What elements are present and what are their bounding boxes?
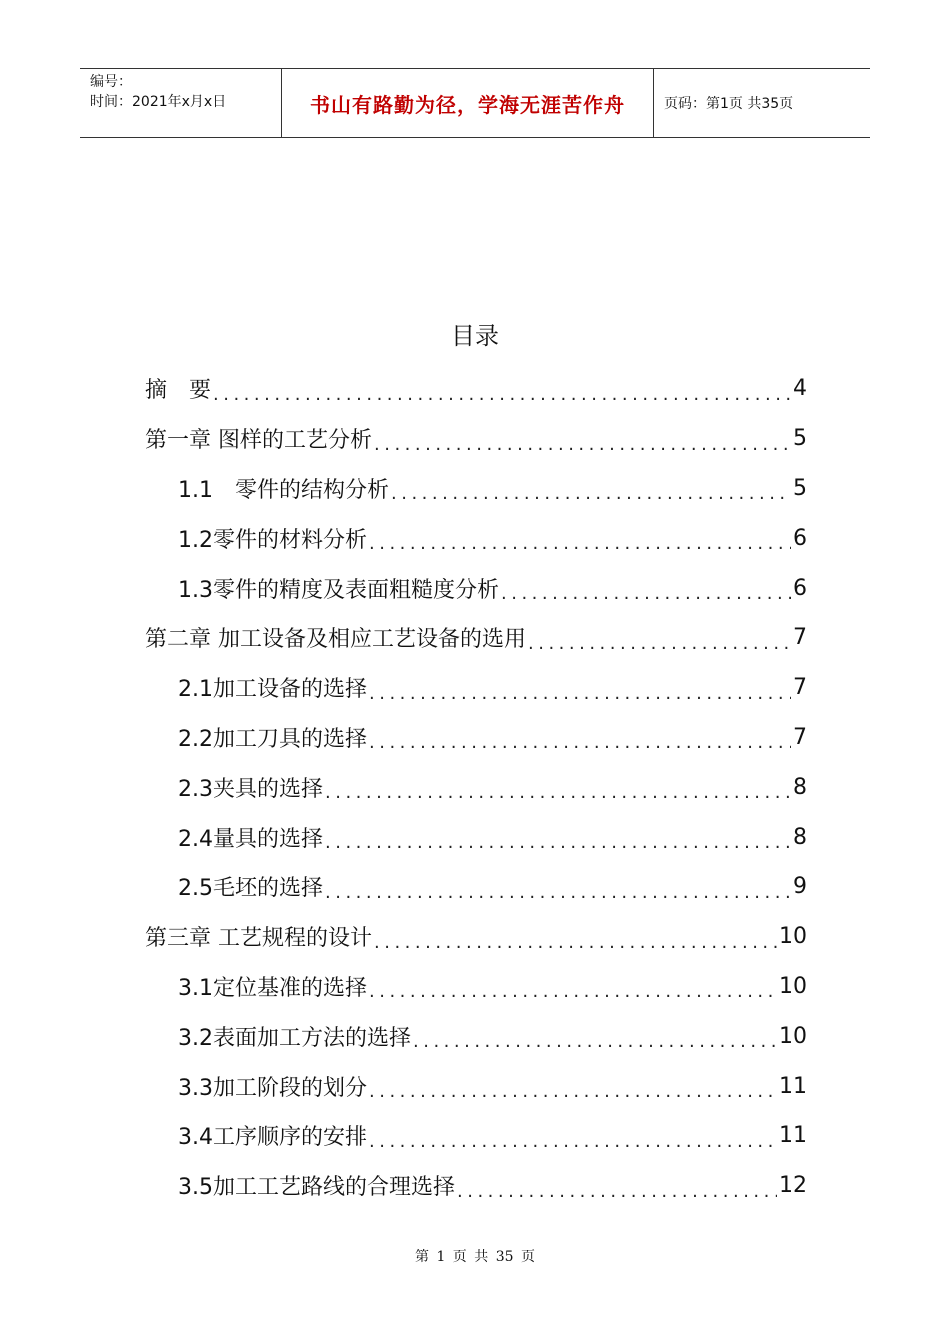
toc-entry-page: 10 <box>779 973 807 999</box>
toc-entry-page: 7 <box>793 675 807 701</box>
toc-entry-label: 1.3零件的精度及表面粗糙度分析 <box>178 577 499 603</box>
toc-entry-page: 9 <box>793 874 807 900</box>
toc-leader-dots <box>374 438 791 464</box>
toc-entry-label: 1.1 零件的结构分析 <box>178 477 389 503</box>
toc-entry[interactable] <box>145 1111 807 1161</box>
toc-entry[interactable] <box>145 862 807 912</box>
toc-entry-page: 5 <box>793 475 807 501</box>
toc-entry[interactable] <box>145 812 807 862</box>
toc-entry-label: 2.4量具的选择 <box>178 826 323 852</box>
toc-entry-page: 5 <box>793 426 807 452</box>
header-motto: 书山有路勤为径，学海无涯苦作舟 <box>282 69 654 137</box>
toc-entry-label: 第三章 工艺规程的设计 <box>145 926 372 952</box>
toc-leader-dots <box>369 736 791 762</box>
toc-leader-dots <box>325 836 791 862</box>
toc-entry[interactable] <box>145 962 807 1012</box>
toc-entry-label: 2.2加工刀具的选择 <box>178 726 367 752</box>
toc-entry[interactable] <box>145 1161 807 1211</box>
toc-entry[interactable] <box>145 762 807 812</box>
toc-entry[interactable] <box>145 912 807 962</box>
toc-leader-dots <box>374 936 777 962</box>
page-header <box>80 68 870 138</box>
toc-entry-page: 6 <box>793 525 807 551</box>
toc-entry-label: 1.2零件的材料分析 <box>178 527 367 553</box>
toc-entry-label: 第一章 图样的工艺分析 <box>145 428 372 454</box>
toc-leader-dots <box>369 537 791 563</box>
toc-leader-dots <box>528 637 791 663</box>
toc-entry[interactable] <box>145 464 807 514</box>
toc-entry-label: 3.3加工阶段的划分 <box>178 1075 367 1101</box>
toc-entry-page: 11 <box>779 1073 807 1099</box>
toc-entry[interactable] <box>145 613 807 663</box>
toc-entry-page: 4 <box>793 376 807 402</box>
toc-entry[interactable] <box>145 663 807 713</box>
toc-entry-label: 3.4工序顺序的安排 <box>178 1125 367 1151</box>
toc-entry-page: 7 <box>793 724 807 750</box>
toc-entry[interactable] <box>145 414 807 464</box>
toc-entry[interactable] <box>145 563 807 613</box>
toc-entry-page: 7 <box>793 625 807 651</box>
toc-entry-page: 10 <box>779 924 807 950</box>
toc-leader-dots <box>213 388 791 414</box>
toc-leader-dots <box>501 587 791 613</box>
toc-leader-dots <box>369 1135 777 1161</box>
toc-entry-label: 3.5加工工艺路线的合理选择 <box>178 1175 455 1201</box>
toc-leader-dots <box>325 886 791 912</box>
toc-leader-dots <box>413 1035 777 1061</box>
toc-entry[interactable] <box>145 1061 807 1111</box>
toc-leader-dots <box>457 1185 777 1211</box>
toc-leader-dots <box>391 487 791 513</box>
document-number-label: 编号： <box>90 74 132 90</box>
toc-entry-page: 12 <box>779 1173 807 1199</box>
header-page-info: 页码：第1页 共35页 <box>664 96 794 112</box>
toc-leader-dots <box>369 985 777 1011</box>
toc-leader-dots <box>369 1085 777 1111</box>
toc-entry[interactable] <box>145 513 807 563</box>
toc-entry-label: 2.1加工设备的选择 <box>178 677 367 703</box>
document-time-label: 时间：2021年x月x日 <box>90 94 227 110</box>
toc-entry-page: 6 <box>793 575 807 601</box>
toc-entry-label: 3.1定位基准的选择 <box>178 975 367 1001</box>
page-footer: 第 1 页 共 35 页 <box>415 1249 535 1265</box>
toc-entry-label: 3.2表面加工方法的选择 <box>178 1025 411 1051</box>
table-of-contents <box>145 364 807 1211</box>
toc-entry-label: 2.3夹具的选择 <box>178 776 323 802</box>
toc-entry-page: 8 <box>793 774 807 800</box>
toc-entry-label: 2.5毛坯的选择 <box>178 876 323 902</box>
toc-leader-dots <box>325 786 791 812</box>
toc-entry-page: 8 <box>793 824 807 850</box>
toc-leader-dots <box>369 687 791 713</box>
toc-entry[interactable] <box>145 1011 807 1061</box>
header-meta <box>80 69 282 137</box>
toc-entry[interactable] <box>145 364 807 414</box>
toc-title: 目录 <box>451 322 499 350</box>
toc-entry-label: 摘 要 <box>145 378 212 404</box>
toc-entry-page: 10 <box>779 1023 807 1049</box>
toc-entry[interactable] <box>145 713 807 763</box>
toc-entry-page: 11 <box>779 1123 807 1149</box>
toc-entry-label: 第二章 加工设备及相应工艺设备的选用 <box>145 627 526 653</box>
